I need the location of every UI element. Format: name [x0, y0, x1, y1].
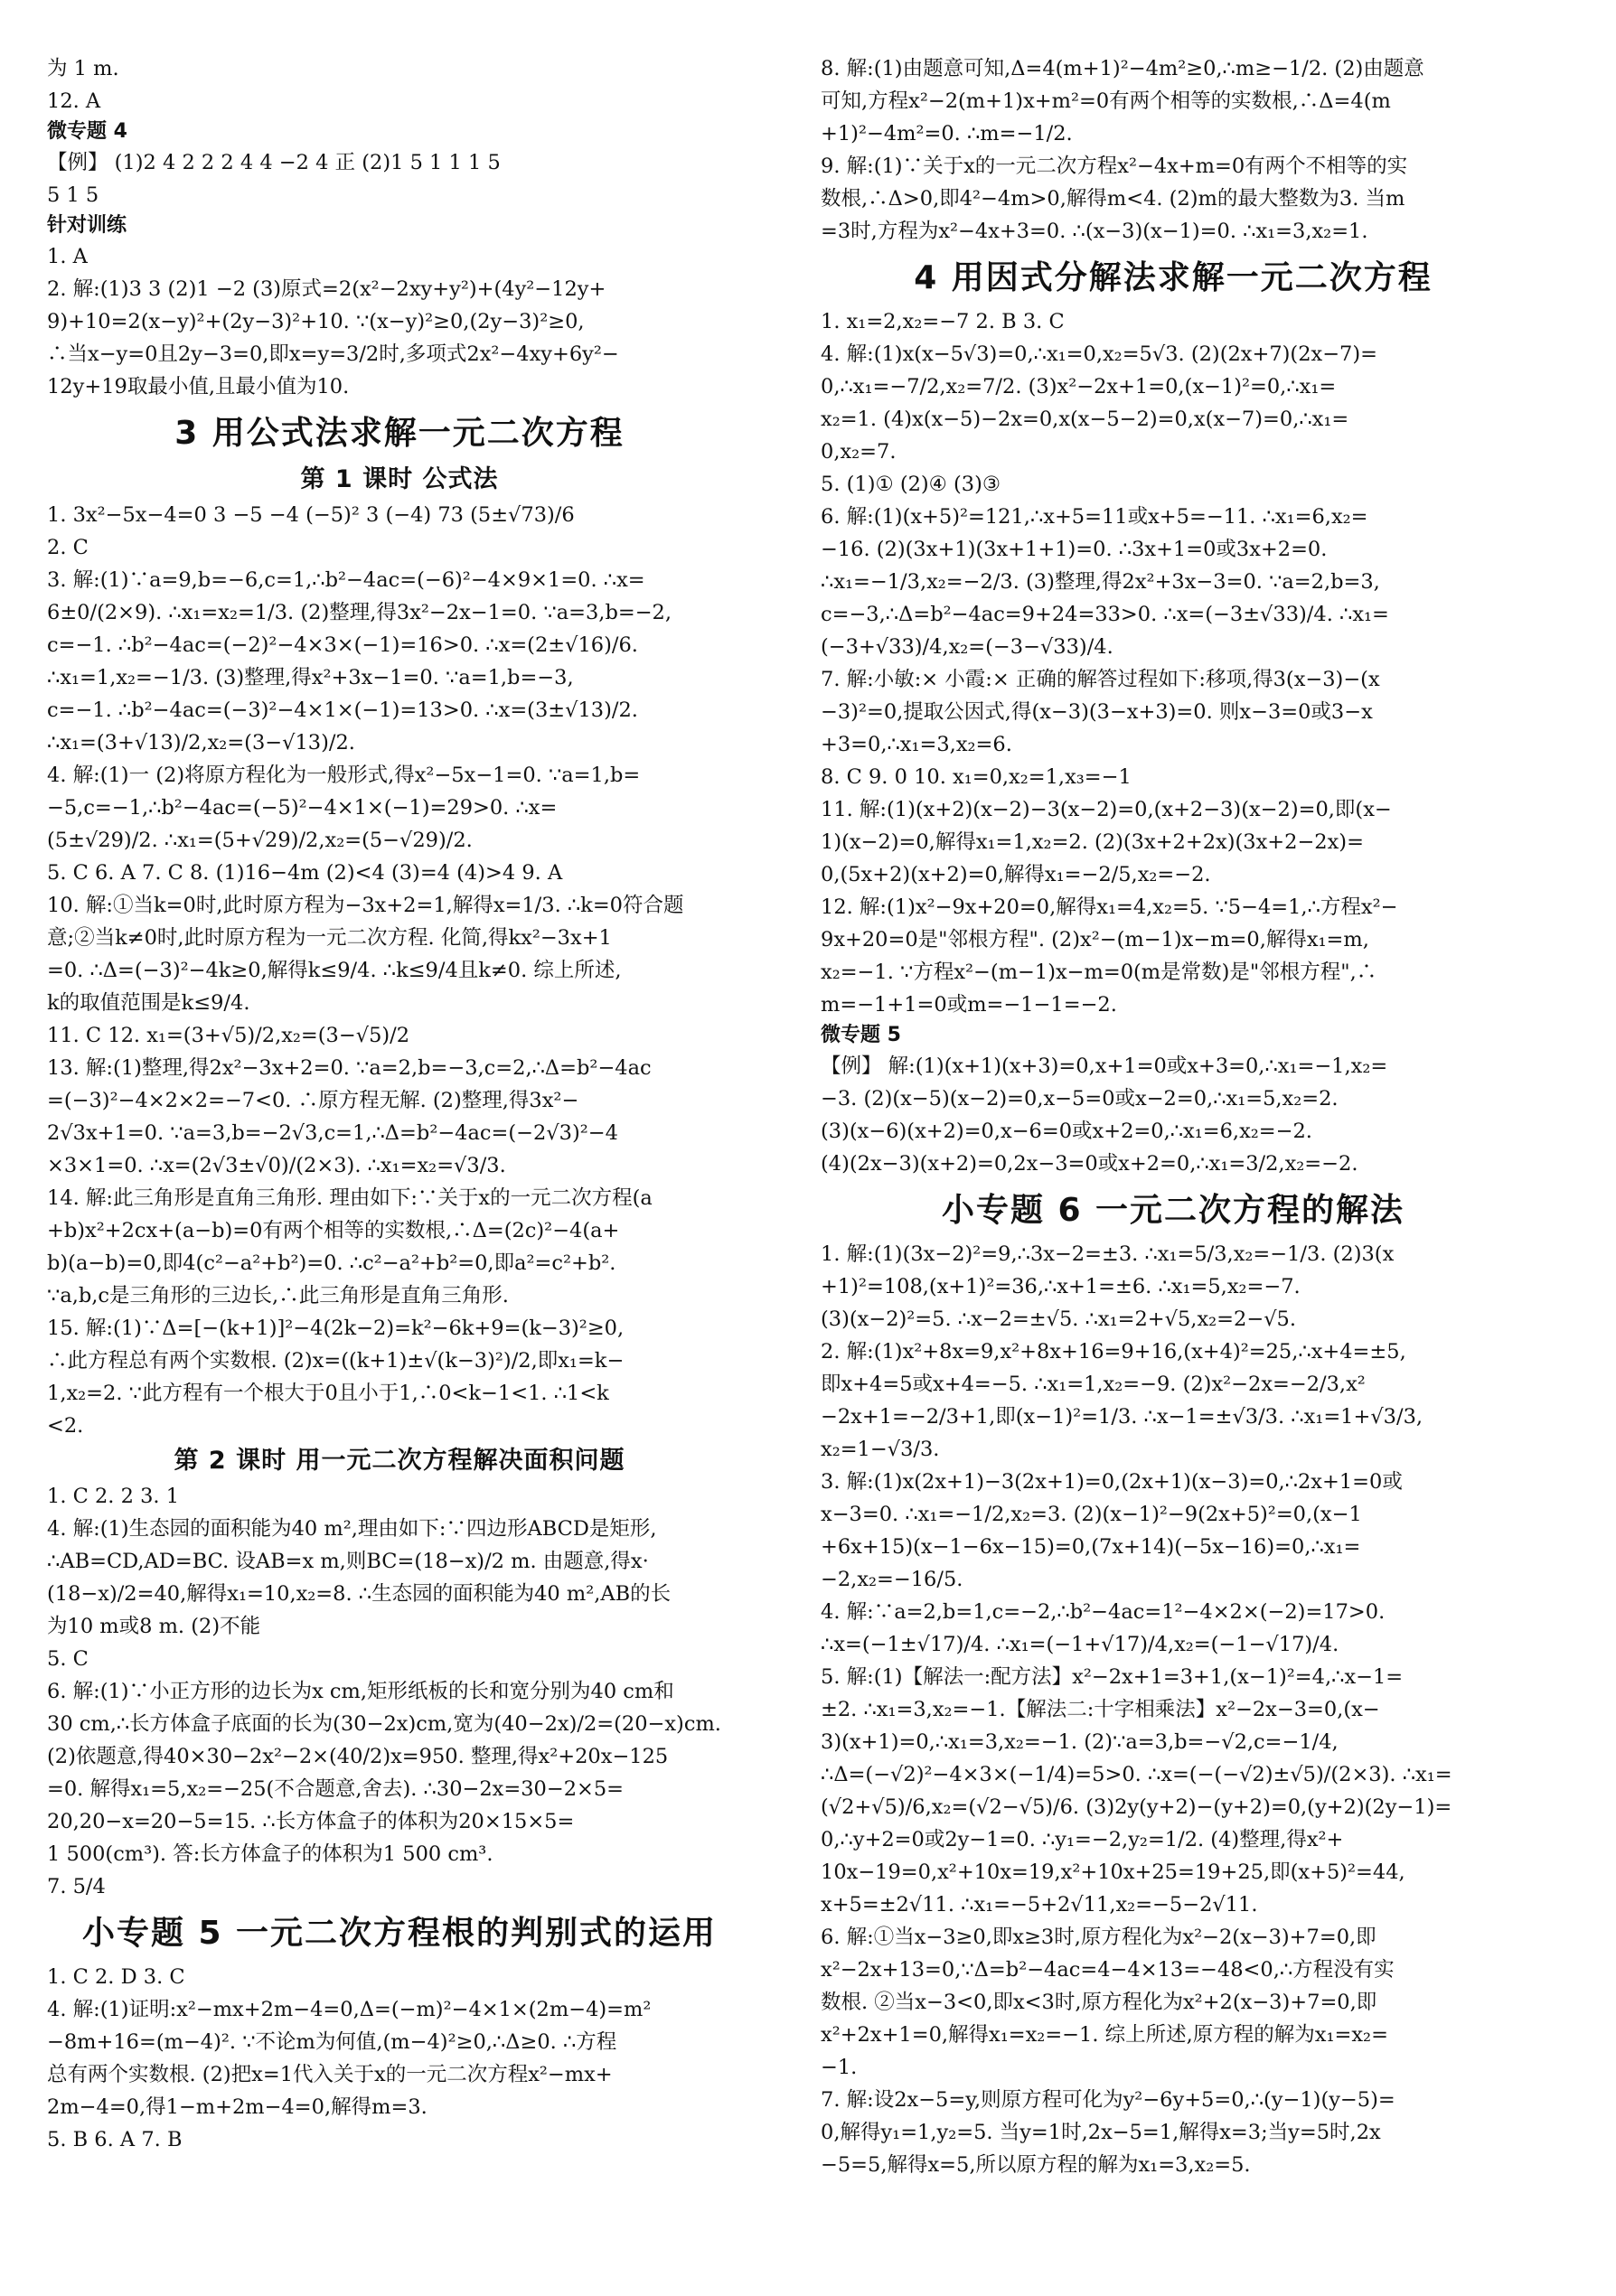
- answer-line: (3)(x−2)²=5. ∴x−2=±√5. ∴x₁=2+√5,x₂=2−√5.: [821, 1307, 1296, 1331]
- answer-line: −16. (2)(3x+1)(3x+1+1)=0. ∴3x+1=0或3x+2=0.: [821, 538, 1328, 561]
- left-column: [47, 52, 752, 2156]
- section-heading: 3 用公式法求解一元二次方程: [174, 415, 625, 452]
- answer-line: 13. 解:(1)整理,得2x²−3x+2=0. ∵a=2,b=−3,c=2,∴Δ=b²−4ac: [47, 1056, 652, 1080]
- answer-line: ∴Δ=(−√2)²−4×3×(−1/4)=5>0. ∴x=(−(−√2)±√5)/(2×3). ∴x₁=: [821, 1763, 1452, 1786]
- answer-line: +1)²=108,(x+1)²=36,∴x+1=±6. ∴x₁=5,x₂=−7.: [821, 1275, 1301, 1298]
- answer-line: c=−1. ∴b²−4ac=(−3)²−4×1×(−1)=13>0. ∴x=(3±√13)/2.: [47, 698, 638, 722]
- answer-line: 【例】 解:(1)(x+1)(x+3)=0,x+1=0或x+3=0,∴x₁=−1,x₂=: [821, 1054, 1388, 1078]
- answer-line: 0,解得y₁=1,y₂=5. 当y=1时,2x−5=1,解得x=3;当y=5时,2x: [821, 2121, 1381, 2144]
- answer-line: 【例】 (1)2 4 2 2 2 4 4 −2 4 正 (2)1 5 1 1 1 5: [47, 151, 501, 174]
- answer-line: 意;②当k≠0时,此时原方程为一元二次方程. 化简,得kx²−3x+1: [47, 926, 612, 950]
- answer-line: 4. 解:(1)证明:x²−mx+2m−4=0,Δ=(−m)²−4×1×(2m−4)=m²: [47, 1998, 652, 2021]
- answer-line: 6. 解:①当x−3≥0,即x≥3时,原方程化为x²−2(x−3)+7=0,即: [821, 1926, 1376, 1949]
- answer-line: c=−3,∴Δ=b²−4ac=9+24=33>0. ∴x=(−3±√33)/4. ∴x₁=: [821, 603, 1389, 626]
- answer-line: <2.: [47, 1414, 84, 1438]
- answer-line: 5. B 6. A 7. B: [47, 2128, 183, 2151]
- answer-line: =3时,方程为x²−4x+3=0. ∴(x−3)(x−1)=0. ∴x₁=3,x₂=1.: [821, 220, 1368, 243]
- answer-line: 6. 解:(1)∵小正方形的边长为x cm,矩形纸板的长和宽分别为40 cm和: [47, 1680, 674, 1703]
- answer-line: ×3×1=0. ∴x=(2√3±√0)/(2×3). ∴x₁=x₂=√3/3.: [47, 1154, 506, 1177]
- answer-line: −1.: [821, 2056, 858, 2079]
- answer-line: 9. 解:(1)∵关于x的一元二次方程x²−4x+m=0有两个不相等的实: [821, 155, 1408, 178]
- answer-line: x₂=−1. ∵方程x²−(m−1)x−m=0(m是常数)是"邻根方程",∴: [821, 961, 1377, 984]
- answer-line: ∴x₁=−1/3,x₂=−2/3. (3)整理,得2x²+3x−3=0. ∵a=2,b=3,: [821, 570, 1380, 594]
- answer-line: ∵a,b,c是三角形的三边长,∴此三角形是直角三角形.: [47, 1284, 509, 1307]
- answer-line: x₂=1−√3/3.: [821, 1438, 940, 1461]
- answer-line: (√2+√5)/6,x₂=(√2−√5)/6. (3)2y(y+2)−(y+2)=0,(y+2)(2y−1)=: [821, 1795, 1452, 1819]
- answer-line: +6x+15)(x−1−6x−15)=0,(7x+14)(−5x−16)=0,∴x₁=: [821, 1535, 1361, 1559]
- answer-line: 4. 解:(1)一 (2)将原方程化为一般形式,得x²−5x−1=0. ∵a=1,b=: [47, 764, 641, 787]
- answer-line: (5±√29)/2. ∴x₁=(5+√29)/2,x₂=(5−√29)/2.: [47, 829, 473, 852]
- answer-line: 即x+4=5或x+4=−5. ∴x₁=1,x₂=−9. (2)x²−2x=−2/3,x²: [821, 1373, 1366, 1396]
- answer-line: 总有两个实数根. (2)把x=1代入关于x的一元二次方程x²−mx+: [47, 2063, 613, 2086]
- section-heading: 小专题 5 一元二次方程根的判别式的运用: [81, 1915, 718, 1952]
- answer-line: 14. 解:此三角形是直角三角形. 理由如下:∵关于x的一元二次方程(a: [47, 1186, 653, 1210]
- answer-line: k的取值范围是k≤9/4.: [47, 991, 250, 1015]
- answer-line: 0,∴y+2=0或2y−1=0. ∴y₁=−2,y₂=1/2. (4)整理,得x²+: [821, 1828, 1344, 1851]
- answer-line: 1,x₂=2. ∵此方程有一个根大于0且小于1,∴0<k−1<1. ∴1<k: [47, 1382, 609, 1405]
- answer-line: 4. 解:∵a=2,b=1,c=−2,∴b²−4ac=1²−4×2×(−2)=17>0.: [821, 1600, 1386, 1624]
- answer-line: −3. (2)(x−5)(x−2)=0,x−5=0或x−2=0,∴x₁=5,x₂=2.: [821, 1087, 1339, 1111]
- answer-line: 5. C 6. A 7. C 8. (1)16−4m (2)<4 (3)=4 (4)>4 9. A: [47, 861, 563, 885]
- answer-line: c=−1. ∴b²−4ac=(−2)²−4×3×(−1)=16>0. ∴x=(2±√16)/6.: [47, 633, 638, 657]
- answer-line: 3. 解:(1)x(2x+1)−3(2x+1)=0,(2x+1)(x−3)=0,∴2x+1=0或: [821, 1470, 1403, 1494]
- answer-line: (3)(x−6)(x+2)=0,x−6=0或x+2=0,∴x₁=6,x₂=−2.: [821, 1120, 1312, 1143]
- answer-line: 5. (1)① (2)④ (3)③: [821, 473, 1001, 496]
- answer-line: ∴x=(−1±√17)/4. ∴x₁=(−1+√17)/4,x₂=(−1−√17)/4.: [821, 1633, 1339, 1656]
- answer-line: 1)(x−2)=0,解得x₁=1,x₂=2. (2)(3x+2+2x)(3x+2−2x)=: [821, 830, 1364, 854]
- answer-line: ±2. ∴x₁=3,x₂=−1.【解法二:十字相乘法】x²−2x−3=0,(x−: [821, 1698, 1380, 1721]
- answer-line: ∴AB=CD,AD=BC. 设AB=x m,则BC=(18−x)/2 m. 由题意,得x·: [47, 1550, 649, 1573]
- answer-line: =0. ∴Δ=(−3)²−4k≥0,解得k≤9/4. ∴k≤9/4且k≠0. 综上所述,: [47, 959, 622, 982]
- answer-line: 10. 解:①当k=0时,此时原方程为−3x+2=1,解得x=1/3. ∴k=0符合题: [47, 894, 684, 917]
- answer-line: b)(a−b)=0,即4(c²−a²+b²)=0. ∴c²−a²+b²=0,即a²=c²+b².: [47, 1251, 616, 1275]
- answer-line: 2m−4=0,得1−m+2m−4=0,解得m=3.: [47, 2095, 427, 2119]
- answer-line: (4)(2x−3)(x+2)=0,2x−3=0或x+2=0,∴x₁=3/2,x₂=−2.: [821, 1152, 1358, 1176]
- answer-line: 9)+10=2(x−y)²+(2y−3)²+10. ∵(x−y)²≥0,(2y−3)²≥0,: [47, 310, 585, 333]
- answer-line: 1. C 2. 2 3. 1: [47, 1485, 180, 1508]
- answer-line: 20,20−x=20−5=15. ∴长方体盒子的体积为20×15×5=: [47, 1810, 575, 1833]
- answer-line: 1. C 2. D 3. C: [47, 1965, 185, 1989]
- answer-line: 4. 解:(1)生态园的面积能为40 m²,理由如下:∵四边形ABCD是矩形,: [47, 1517, 657, 1541]
- answer-line: −2x+1=−2/3+1,即(x−1)²=1/3. ∴x−1=±√3/3. ∴x₁=1+√3/3,: [821, 1405, 1423, 1429]
- answer-line: 30 cm,∴长方体盒子底面的长为(30−2x)cm,宽为(40−2x)/2=(20−x)cm.: [47, 1712, 721, 1736]
- answer-line: 0,∴x₁=−7/2,x₂=7/2. (3)x²−2x+1=0,(x−1)²=0,∴x₁=: [821, 375, 1337, 398]
- answer-line: 1. x₁=2,x₂=−7 2. B 3. C: [821, 310, 1065, 333]
- answer-line: =(−3)²−4×2×2=−7<0. ∴原方程无解. (2)整理,得3x²−: [47, 1089, 579, 1112]
- answer-line: 数根. ②当x−3<0,即x<3时,原方程化为x²+2(x−3)+7=0,即: [821, 1991, 1377, 2014]
- answer-line: 9x+20=0是"邻根方程". (2)x²−(m−1)x−m=0,解得x₁=m,: [821, 928, 1369, 951]
- answer-line: 可知,方程x²−2(m+1)x+m²=0有两个相等的实数根,∴Δ=4(m: [821, 89, 1391, 113]
- answer-line: x²+2x+1=0,解得x₁=x₂=−1. 综上所述,原方程的解为x₁=x₂=: [821, 2023, 1388, 2047]
- answer-line: (2)依题意,得40×30−2x²−2×(40/2)x=950. 整理,得x²+20x−125: [47, 1745, 669, 1768]
- answer-line: m=−1+1=0或m=−1−1=−2.: [821, 993, 1117, 1017]
- answer-line: 5. C: [47, 1647, 89, 1671]
- answer-line: =0. 解得x₁=5,x₂=−25(不合题意,舍去). ∴30−2x=30−2×5=: [47, 1777, 625, 1801]
- answer-line: 7. 解:设2x−5=y,则原方程可化为y²−6y+5=0,∴(y−1)(y−5)=: [821, 2088, 1395, 2112]
- answer-line: −3)²=0,提取公因式,得(x−3)(3−x+3)=0. 则x−3=0或3−x: [821, 700, 1373, 724]
- answer-line: 3)(x+1)=0,∴x₁=3,x₂=−1. (2)∵a=3,b=−√2,c=−1/4,: [821, 1730, 1339, 1754]
- answer-line: −5,c=−1,∴b²−4ac=(−5)²−4×1×(−1)=29>0. ∴x=: [47, 796, 558, 820]
- answer-line: 8. 解:(1)由题意可知,Δ=4(m+1)²−4m²≥0,∴m≥−1/2. (2)由题意: [821, 57, 1424, 80]
- answer-line: 15. 解:(1)∵Δ=[−(k+1)]²−4(2k−2)=k²−6k+9=(k−3)²≥0,: [47, 1317, 625, 1340]
- answer-line: 1. 3x²−5x−4=0 3 −5 −4 (−5)² 3 (−4) 73 (5±√73)/6: [47, 503, 575, 527]
- answer-line: 7. 解:小敏:× 小霞:× 正确的解答过程如下:移项,得3(x−3)−(x: [821, 668, 1380, 691]
- answer-line: 0,(5x+2)(x+2)=0,解得x₁=−2/5,x₂=−2.: [821, 863, 1211, 886]
- answer-line: 6±0/(2×9). ∴x₁=x₂=1/3. (2)整理,得3x²−2x−1=0. ∵a=3,b=−2,: [47, 601, 672, 624]
- answer-line: 2. 解:(1)x²+8x=9,x²+8x+16=9+16,(x+4)²=25,∴x+4=±5,: [821, 1340, 1406, 1364]
- answer-line: x−3=0. ∴x₁=−1/2,x₂=3. (2)(x−1)²−9(2x+5)²=0,(x−1: [821, 1503, 1362, 1526]
- answer-line: +1)²−4m²=0. ∴m=−1/2.: [821, 122, 1073, 145]
- answer-line: 12. 解:(1)x²−9x+20=0,解得x₁=4,x₂=5. ∵5−4=1,∴方程x²−: [821, 895, 1398, 919]
- answer-line: (−3+√33)/4,x₂=(−3−√33)/4.: [821, 635, 1113, 659]
- answer-line: −2,x₂=−16/5.: [821, 1568, 963, 1591]
- answer-line: 12. A: [47, 89, 101, 113]
- answer-line: 为10 m或8 m. (2)不能: [47, 1615, 261, 1638]
- subsection-label: 针对训练: [47, 214, 127, 237]
- answer-line: 3. 解:(1)∵a=9,b=−6,c=1,∴b²−4ac=(−6)²−4×9×1=0. ∴x=: [47, 568, 645, 592]
- answer-line: ∴此方程总有两个实数根. (2)x=((k+1)±√(k−3)²)/2,即x₁=k−: [47, 1349, 625, 1373]
- answer-line: 8. C 9. 0 10. x₁=0,x₂=1,x₃=−1: [821, 765, 1132, 789]
- answer-line: −8m+16=(m−4)². ∵不论m为何值,(m−4)²≥0,∴Δ≥0. ∴方程: [47, 2030, 617, 2054]
- answer-line: ∴当x−y=0且2y−3=0,即x=y=3/2时,多项式2x²−4xy+6y²−: [47, 342, 619, 366]
- right-column: [821, 52, 1526, 2181]
- answer-line: −5=5,解得x=5,所以原方程的解为x₁=3,x₂=5.: [821, 2153, 1251, 2177]
- answer-line: 7. 5/4: [47, 1875, 106, 1898]
- answer-line: 1 500(cm³). 答:长方体盒子的体积为1 500 cm³.: [47, 1842, 493, 1866]
- answer-line: x₂=1. (4)x(x−5)−2x=0,x(x−5−2)=0,x(x−7)=0,∴x₁=: [821, 408, 1349, 431]
- answer-line: 11. C 12. x₁=(3+√5)/2,x₂=(3−√5)/2: [47, 1024, 410, 1047]
- answer-line: ∴x₁=1,x₂=−1/3. (3)整理,得x²+3x−1=0. ∵a=1,b=−3,: [47, 666, 574, 689]
- answer-line: ∴x₁=(3+√13)/2,x₂=(3−√13)/2.: [47, 731, 355, 754]
- answer-line: x+5=±2√11. ∴x₁=−5+2√11,x₂=−5−2√11.: [821, 1893, 1258, 1916]
- answer-line: 1. 解:(1)(3x−2)²=9,∴3x−2=±3. ∴x₁=5/3,x₂=−1/3. (2)3(x: [821, 1242, 1395, 1266]
- answer-line: 为 1 m.: [47, 57, 119, 80]
- answer-line: 11. 解:(1)(x+2)(x−2)−3(x−2)=0,(x+2−3)(x−2)=0,即(x−: [821, 798, 1392, 821]
- answer-line: 数根,∴Δ>0,即4²−4m>0,解得m<4. (2)m的最大整数为3. 当m: [821, 187, 1405, 211]
- answer-line: 6. 解:(1)(x+5)²=121,∴x+5=11或x+5=−11. ∴x₁=6,x₂=: [821, 505, 1368, 529]
- answer-line: 1. A: [47, 245, 88, 268]
- answer-line: x²−2x+13=0,∵Δ=b²−4ac=4−4×13=−48<0,∴方程没有实: [821, 1958, 1395, 1982]
- answer-line: 10x−19=0,x²+10x=19,x²+10x+25=19+25,即(x+5)²=44,: [821, 1860, 1405, 1884]
- answer-line: 2. C: [47, 536, 89, 559]
- answer-line: 0,x₂=7.: [821, 440, 897, 464]
- answer-line: 4. 解:(1)x(x−5√3)=0,∴x₁=0,x₂=5√3. (2)(2x+7)(2x−7)=: [821, 342, 1378, 366]
- lesson-heading: 第 2 课时 用一元二次方程解决面积问题: [174, 1447, 625, 1475]
- answer-line: (18−x)/2=40,解得x₁=10,x₂=8. ∴生态园的面积能为40 m²,AB的长: [47, 1582, 672, 1606]
- subsection-label: 微专题 5: [821, 1024, 901, 1046]
- answer-line: 2√3x+1=0. ∵a=3,b=−2√3,c=1,∴Δ=b²−4ac=(−2√3)²−4: [47, 1121, 618, 1145]
- subsection-label: 微专题 4: [47, 120, 127, 143]
- answer-line: +b)x²+2cx+(a−b)=0有两个相等的实数根,∴Δ=(2c)²−4(a+: [47, 1219, 620, 1242]
- section-heading: 4 用因式分解法求解一元二次方程: [914, 259, 1433, 296]
- answer-line: +3=0,∴x₁=3,x₂=6.: [821, 733, 1012, 756]
- answer-line: 12y+19取最小值,且最小值为10.: [47, 375, 350, 398]
- lesson-heading: 第 1 课时 公式法: [300, 465, 499, 493]
- answer-line: 5. 解:(1)【解法一:配方法】x²−2x+1=3+1,(x−1)²=4,∴x−1=: [821, 1665, 1404, 1689]
- answer-line: 2. 解:(1)3 3 (2)1 −2 (3)原式=2(x²−2xy+y²)+(4y²−12y+: [47, 277, 606, 301]
- answer-line: 5 1 5: [47, 183, 99, 207]
- section-heading: 小专题 6 一元二次方程的解法: [941, 1192, 1405, 1229]
